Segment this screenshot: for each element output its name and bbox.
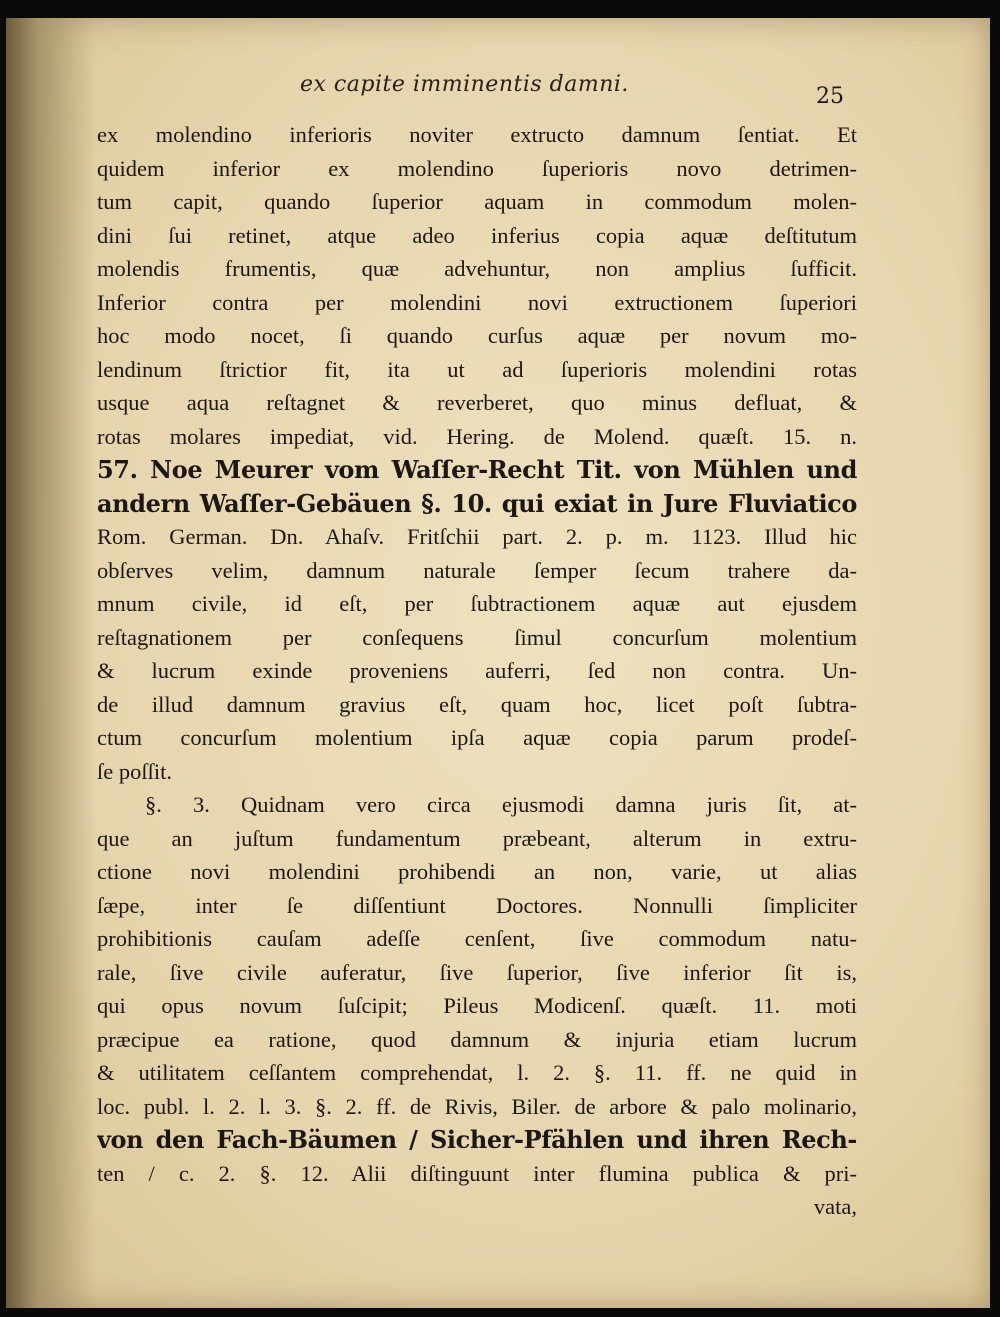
text-line: prohibitionis cauſam adeſſe cenſent, ſive commodum natu- xyxy=(97,926,857,951)
text-line: ten / c. 2. §. 12. Alii diſtinguunt inter flumina publica & pri- xyxy=(97,1160,857,1186)
text-line: usque aqua reſtagnet & reverberet, quo minus defluat, & xyxy=(97,390,857,415)
text-line: de illud damnum gravius eſt, quam hoc, licet poſt ſubtra- xyxy=(97,691,857,717)
text-line: reſtagnationem per conſequens ſimul concurſum molentium xyxy=(97,624,857,650)
text-line: præcipue ea ratione, quod damnum & injuria etiam lucrum xyxy=(97,1026,857,1052)
text-line: quidem inferior ex molendino ſuperioris novo detrimen- xyxy=(97,155,857,181)
text-line: ſæpe, inter ſe diſſentiunt Doctores. Nonnulli ſimpliciter xyxy=(97,892,857,918)
text-line: tum capit, quando ſuperior aquam in commodum molen- xyxy=(97,189,857,214)
text-line: lendinum ſtrictior fit, ita ut ad ſuperioris molendini rotas xyxy=(97,356,857,382)
text-line: & utilitatem ceſſantem comprehendat, l. 2. §. 11. ff. ne quid in xyxy=(97,1060,857,1085)
text-line: Inferior contra per molendini novi extructionem ſuperiori xyxy=(97,289,857,315)
running-head: ex capite imminentis damni. xyxy=(300,72,629,97)
text-line-fraktur: andern Waſſer-Gebäuen §. 10. qui exiat in Jure Fluviatico xyxy=(97,488,857,518)
section-start-line: §. 3. Quidnam vero circa ejusmodi damna juris ſit, at- xyxy=(145,792,857,817)
text-line: ſe poſſit. xyxy=(97,758,172,784)
text-line: hoc modo nocet, ſi quando curſus aquæ per novum mo- xyxy=(97,323,857,348)
text-line: & lucrum exinde proveniens auferri, ſed non contra. Un- xyxy=(97,658,857,683)
text-line: loc. publ. l. 2. l. 3. §. 2. ff. de Rivis, Biler. de arbore & palo molinario, xyxy=(97,1093,857,1119)
text-line: que an juſtum fundamentum præbeant, alterum in extru- xyxy=(97,825,857,851)
text-line-fraktur: 57. Noe Meurer vom Waſſer-Recht Tit. von Mühlen und xyxy=(97,455,857,484)
text-line: dini ſui retinet, atque adeo inferius copia aquæ deſtitutum xyxy=(97,222,857,248)
text-line-fraktur: von den Fach-Bäumen / Sicher-Pfählen und ihren Rech- xyxy=(97,1125,857,1154)
text-line: ex molendino inferioris noviter extructo damnum ſentiat. Et xyxy=(97,122,857,147)
text-line: mnum civile, id eſt, per ſubtractionem aquæ aut ejusdem xyxy=(97,591,857,616)
text-line: Rom. German. Dn. Ahaſv. Fritſchii part. 2. p. m. 1123. Illud hic xyxy=(97,524,857,549)
text-line: rale, ſive civile auferatur, ſive ſuperior, ſive inferior ſit is, xyxy=(97,959,857,985)
page-number: 25 xyxy=(816,84,844,109)
catchword: vata, xyxy=(813,1194,857,1219)
text-line: ctum concurſum molentium ipſa aquæ copia parum prodeſ- xyxy=(97,725,857,750)
body-text xyxy=(97,118,857,1224)
text-line: obſerves velim, damnum naturale ſemper ſecum trahere da- xyxy=(97,557,857,583)
page-gutter-shadow xyxy=(6,18,96,1308)
text-line: molendis frumentis, quæ advehuntur, non amplius ſufficit. xyxy=(97,256,857,281)
text-line: rotas molares impediat, vid. Hering. de Molend. quæſt. 15. n. xyxy=(97,423,857,449)
text-line: qui opus novum ſuſcipit; Pileus Modicenſ. quæſt. 11. moti xyxy=(97,993,857,1018)
text-line: ctione novi molendini prohibendi an non, varie, ut alias xyxy=(97,859,857,884)
